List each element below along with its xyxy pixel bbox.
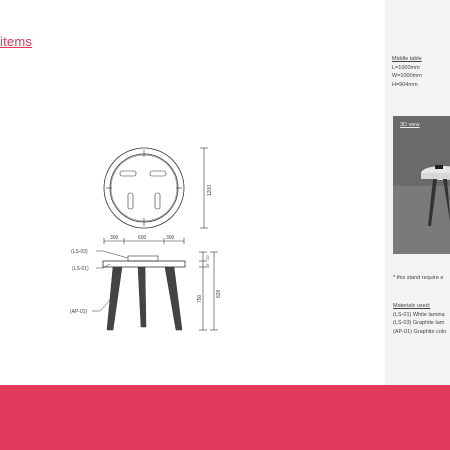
dim-seg-c: 300 [166,235,175,241]
materials-heading: Materials used: [393,303,431,309]
dim-thickness-a: 20 [205,255,210,260]
table-legs [107,267,182,330]
label-ls03: (LS-03) [71,249,88,255]
note-text: * this stand require e [393,275,444,281]
dim-seg-a: 300 [110,235,119,241]
spec-line: W=1000mm [392,73,422,79]
dim-thickness-b: 16 [205,263,210,268]
label-ls01: (LS-01) [72,266,89,272]
3d-render [393,116,450,254]
spec-heading: Middle table [392,56,422,62]
footer-band [0,385,450,450]
3d-view-label: 3D view [400,122,420,128]
dim-leg-height: 750 [197,294,203,303]
spec-block [392,55,422,89]
spec-line: L=1000mm [392,64,420,71]
material-item: (LS-01) White lamina [393,311,445,318]
material-item: (AP-01) Graphite colo [393,328,447,335]
dim-top-width-label: 1200 [207,184,213,196]
3d-view-image [393,116,450,254]
dim-total-height: 826 [216,289,222,298]
side-view [103,256,185,267]
spec-line: H=904mm [392,81,418,88]
top-view [104,148,184,228]
material-item: (LS-03) Graphite lam [393,320,445,326]
materials-block [393,302,446,336]
label-ap01: (AP-01) [70,309,88,315]
dim-seg-b: 600 [138,235,147,241]
page-title: items [0,34,33,49]
